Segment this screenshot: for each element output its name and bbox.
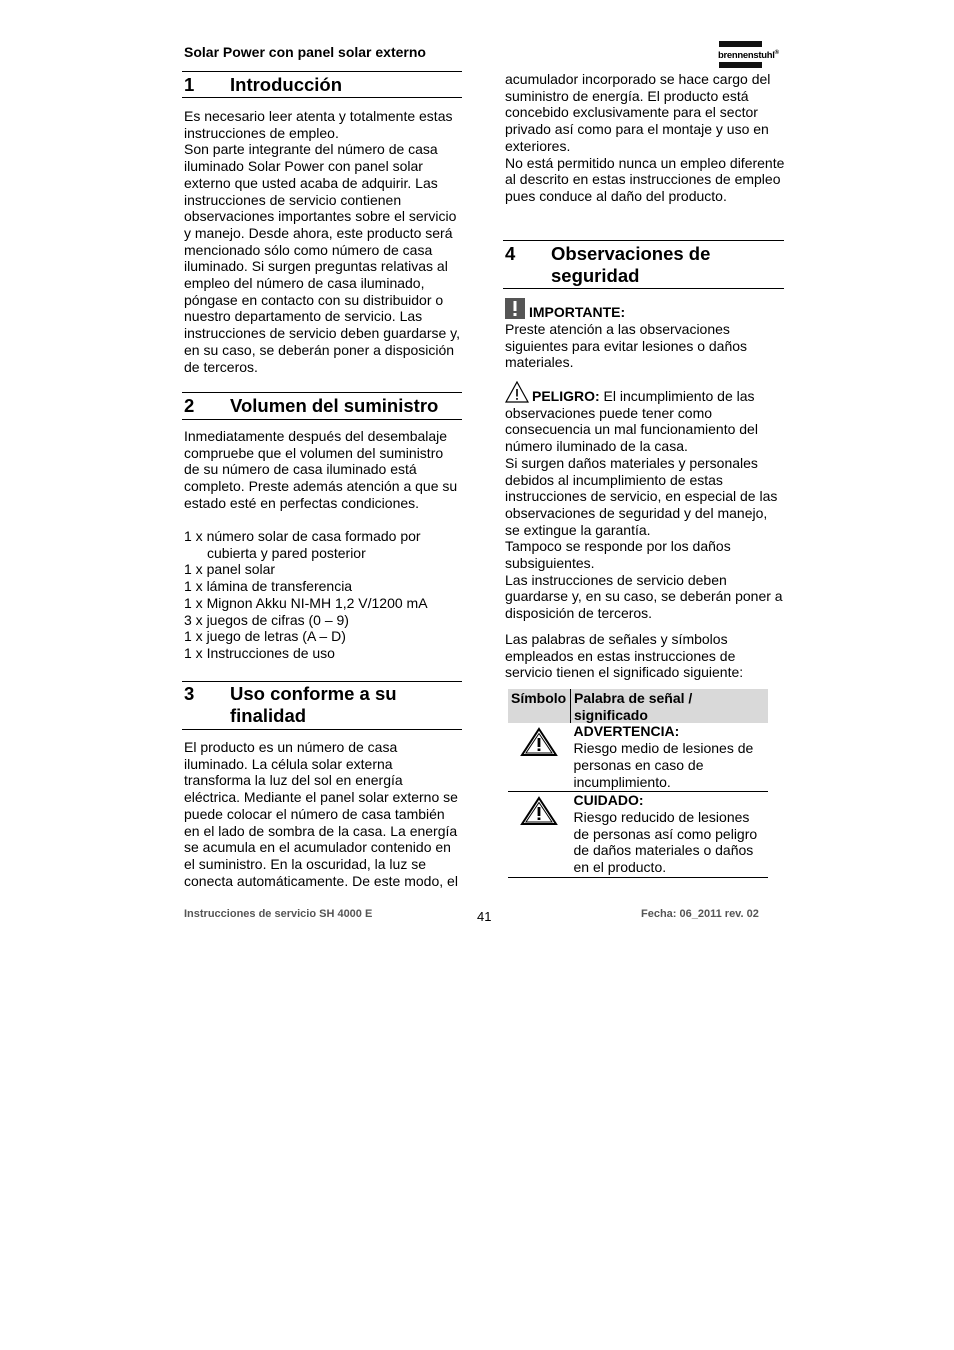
section-title-line2: seguridad xyxy=(551,265,640,286)
danger-text: El incumplimiento de las observaciones puede tener como consecuencia un mal funcionamiento del número iluminado de la casa. xyxy=(505,388,758,455)
list-item: 3 x juegos de cifras (0 – 9) xyxy=(184,611,349,628)
table-row xyxy=(508,792,768,878)
list-item: 1 x Mignon Akku NI-MH 1,2 V/1200 mA xyxy=(184,594,428,611)
registered-mark: ® xyxy=(774,50,779,56)
table-header-meaning: Palabra de señal / significado xyxy=(571,689,769,723)
section-divider xyxy=(182,419,462,420)
list-item: 1 x Instrucciones de uso xyxy=(184,644,335,661)
paragraph: Si surgen daños materiales y personales debidos al incumplimiento de estas instrucciones de servicio, en especial de las observaciones de seguridad y del manejo, se extingue la garantía. xyxy=(505,454,778,538)
logo-text: brennenstuhl xyxy=(718,50,775,62)
paragraph: acumulador incorporado se hace cargo del suministro de energía. El producto está concebido exclusivamente para el sector privado así como para el montaje y uso en exteriores. xyxy=(505,71,771,154)
section-3-continued xyxy=(505,71,785,205)
section-title: Introducción xyxy=(230,74,343,95)
list-item: 1 x número solar de casa formado por cubierta y pared posterior xyxy=(184,528,421,561)
section-divider xyxy=(182,97,462,98)
document-header-title: Solar Power con panel solar externo xyxy=(184,44,426,60)
danger-notice xyxy=(505,388,785,622)
important-label: IMPORTANTE: xyxy=(529,304,626,320)
section-3-body xyxy=(184,739,462,889)
section-divider xyxy=(503,288,784,289)
brennenstuhl-logo xyxy=(718,41,784,68)
list-item: 1 x juego de letras (A – D) xyxy=(184,628,346,645)
section-divider xyxy=(182,71,462,72)
section-1-body xyxy=(184,108,462,375)
section-number: 4 xyxy=(505,243,516,264)
section-4-heading xyxy=(505,243,784,289)
list-item: 1 x panel solar xyxy=(184,561,276,578)
table-header-symbol: Símbolo xyxy=(508,689,571,723)
paragraph: Preste atención a las observaciones siguientes para evitar lesiones o daños materiales. xyxy=(505,321,748,371)
signal-word-label: CUIDADO: xyxy=(573,792,644,809)
footer-date-revision: Fecha: 06_2011 rev. 02 xyxy=(641,908,759,920)
section-number: 2 xyxy=(184,395,195,416)
paragraph: Es necesario leer atenta y totalmente estas instrucciones de empleo. xyxy=(184,108,453,141)
page-number: 41 xyxy=(477,909,492,924)
paragraph: Las palabras de señales y símbolos empleados en estas instrucciones de servicio tienen el significado siguiente: xyxy=(505,631,744,681)
table-row xyxy=(508,723,768,791)
section-title-line2: finalidad xyxy=(230,705,307,726)
delivery-list xyxy=(184,528,462,662)
section-1-heading xyxy=(184,74,462,98)
section-3-heading xyxy=(184,683,462,729)
section-number: 1 xyxy=(184,74,195,95)
signal-word-meaning: Riesgo reducido de lesiones de personas así como peligro de daños materiales o daños en el producto. xyxy=(573,808,758,876)
warning-triangle-icon xyxy=(520,727,571,761)
danger-label: PELIGRO: xyxy=(532,388,600,404)
important-text xyxy=(505,321,785,371)
section-2-body xyxy=(184,428,462,512)
paragraph: Son parte integrante del número de casa iluminado Solar Power con panel solar externo que usted acaba de adquirir. Las instrucciones de servicio contienen observaciones importantes sobre el servicio y manejo. Desde ahora, este producto será mencionado sólo como número de casa iluminado. Si surgen preguntas relativas al empleo del número de casa iluminado, póngase en contacto con su distribuidor o nuestro departamento de servicio. Las instrucciones de servicio deben guardarse y, en su caso, se deberán poner a disposición de terceros. xyxy=(184,141,461,375)
section-divider xyxy=(182,681,462,682)
signal-word-meaning: Riesgo medio de lesiones de personas en caso de incumplimiento. xyxy=(573,740,754,790)
footer-document-title: Instrucciones de servicio SH 4000 E xyxy=(184,908,373,920)
section-divider xyxy=(182,729,462,730)
section-title-line1: Uso conforme a su xyxy=(230,683,397,704)
exclamation-icon xyxy=(505,298,525,319)
section-2-heading xyxy=(184,395,462,419)
section-divider xyxy=(503,240,784,241)
section-title: Volumen del suministro xyxy=(230,395,439,416)
paragraph: El producto es un número de casa iluminado. La célula solar externa transforma la luz del sol en energía eléctrica. Mediante el panel solar externo se puede colocar el número de casa también en el lado de sombra de la casa. La energía se acumula en el acumulador contenido en el suministro. En la oscuridad, la luz se conecta automáticamente. De este modo, el xyxy=(184,739,458,889)
list-item: 1 x lámina de transferencia xyxy=(184,578,353,595)
signal-word-table xyxy=(508,689,768,878)
section-title-line1: Observaciones de xyxy=(551,243,711,264)
signal-word-label: ADVERTENCIA: xyxy=(573,723,680,740)
section-number: 3 xyxy=(184,683,195,704)
table-header-row xyxy=(508,689,768,723)
warning-triangle-icon xyxy=(520,796,571,830)
paragraph: Inmediatamente después del desembalaje compruebe que el volumen del suministro de su número de casa iluminado está completo. Preste además atención a que su estado esté en perfectas condiciones. xyxy=(184,428,458,511)
section-divider xyxy=(182,392,462,393)
paragraph: Las instrucciones de servicio deben guardarse y, en su caso, se deberán poner a disposición de terceros. xyxy=(505,571,783,622)
paragraph: Tampoco se responde por los daños subsiguientes. xyxy=(505,538,731,572)
signal-words-intro xyxy=(505,631,785,681)
paragraph: No está permitido nunca un empleo diferente al descrito en estas instrucciones de empleo pues conduce al daño del producto. xyxy=(505,154,785,204)
